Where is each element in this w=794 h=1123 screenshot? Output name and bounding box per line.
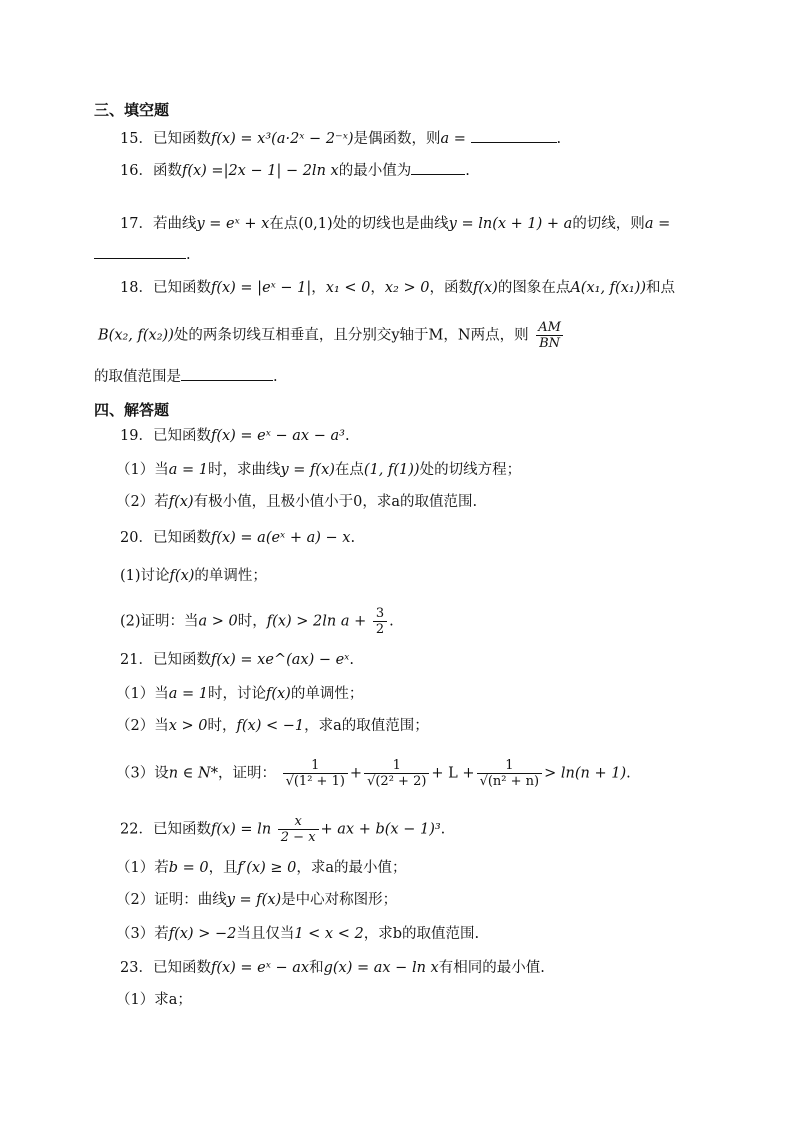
q22-p1-c: ，且 xyxy=(208,860,238,876)
q21-p3-f: . xyxy=(626,765,631,782)
q20-period: . xyxy=(350,530,356,546)
q18-comma-2: ， xyxy=(370,280,385,296)
q20-p2-d: f(x) > 2ln a + xyxy=(266,613,367,630)
q18-formula: f(x) = |eˣ − 1| xyxy=(210,280,312,296)
question-16 xyxy=(120,160,470,181)
q19-p1-b: a = 1 xyxy=(168,462,208,478)
q21-text-a: 21．已知函数 xyxy=(120,652,211,668)
q18-x1: x₁ < 0 xyxy=(325,280,371,296)
q18-text-m: 处的两条切线互相垂直，且分别交y轴于M，N两点，则 xyxy=(173,327,529,344)
q18-x2: x₂ > 0 xyxy=(384,280,430,296)
q16-formula: f(x) =|2x − 1| − 2ln x xyxy=(181,163,339,179)
q18-frac-num: AM xyxy=(538,320,561,335)
q17-text-c: 在点 xyxy=(269,216,299,232)
q21-p3-a: （3）设 xyxy=(116,765,169,782)
q21-f2-num: 1 xyxy=(392,758,401,773)
q19-p1-a: （1）当 xyxy=(116,462,169,478)
q15-period: . xyxy=(556,131,562,147)
q23-formula-g: g(x) = ax − ln x xyxy=(323,960,439,976)
q19-p1-c: 时，求曲线 xyxy=(207,462,281,478)
q15-text-c: 是偶函数，则 xyxy=(353,131,441,147)
q20-formula: f(x) = a(eˣ + a) − x xyxy=(210,530,351,546)
question-18-cont2 xyxy=(94,366,278,387)
question-22-part-2 xyxy=(116,890,397,910)
q21-frac-2 xyxy=(364,758,429,789)
q23-text-e: 有相同的最小值. xyxy=(438,960,545,976)
q16-text-a: 16．函数 xyxy=(120,163,182,179)
q21-frac-1 xyxy=(283,758,348,789)
q21-p3-b: n ∈ N* xyxy=(168,765,218,782)
q19-period: . xyxy=(344,428,350,444)
question-21-part-3 xyxy=(116,758,631,789)
question-23-part-1 xyxy=(116,990,192,1010)
q21-p2-d: f(x) < −1 xyxy=(236,718,305,734)
q18-point-b: B(x₂, f(x₂)) xyxy=(98,327,174,344)
q21-p3-c: ，证明： xyxy=(217,765,276,782)
question-15 xyxy=(120,128,561,149)
q15-formula: f(x) = x³(a·2ˣ − 2⁻ˣ) xyxy=(210,131,354,147)
q22-p3-c: 当且仅当 xyxy=(236,926,295,942)
q18-frac-den: BN xyxy=(536,335,563,351)
question-22-part-3 xyxy=(116,924,479,944)
q22-text-a: 22．已知函数 xyxy=(120,821,211,838)
q15-text-a: 15．已知函数 xyxy=(120,131,211,147)
q17-text-a: 17．若曲线 xyxy=(120,216,197,232)
q17-curve-2: y = ln(x + 1) + a xyxy=(448,216,573,232)
q17-answer-blank[interactable] xyxy=(94,244,186,259)
q21-plus: + xyxy=(349,765,363,782)
section-heading-fill-in: 三、填空题 xyxy=(94,101,170,119)
q21-dots: + L + xyxy=(431,765,475,782)
q22-p2-b: y = f(x) xyxy=(226,892,282,908)
q22-p1-e: ，求a的最小值； xyxy=(296,860,407,876)
q18-comma-1: ， xyxy=(311,280,326,296)
question-18-cont xyxy=(98,320,566,351)
question-20-part-2 xyxy=(120,606,394,637)
q22-period: . xyxy=(440,821,446,838)
q18-point-a: A(x₁, f(x₁)) xyxy=(570,280,646,296)
q21-p3-e: > ln(n + 1) xyxy=(544,765,627,782)
question-17 xyxy=(120,214,670,234)
q22-ln: f(x) = ln xyxy=(210,821,272,838)
q18-text-g: ，函数 xyxy=(429,280,473,296)
q20-p2-b: a > 0 xyxy=(198,613,238,630)
question-21-part-1 xyxy=(116,684,363,704)
question-19-part-1 xyxy=(116,460,521,480)
q21-p1-d: f(x) xyxy=(265,686,291,702)
q16-period: . xyxy=(465,163,470,179)
q19-p2-a: （2）若 xyxy=(116,494,169,510)
question-23 xyxy=(120,958,545,978)
q20-frac-num: 3 xyxy=(375,606,385,621)
q21-p2-c: 时， xyxy=(207,718,237,734)
q15-var: a = xyxy=(440,131,466,147)
q17-point: (0,1) xyxy=(298,216,333,232)
q20-fraction xyxy=(373,606,387,637)
q21-p2-a: （2）当 xyxy=(116,718,169,734)
q22-p3-b: f(x) > −2 xyxy=(168,926,237,942)
question-21-part-2 xyxy=(116,716,429,736)
question-19 xyxy=(120,426,350,446)
q17-text-e: 处的切线也是曲线 xyxy=(332,216,449,232)
q17-var: a = xyxy=(644,216,671,232)
q22-p1-a: （1）若 xyxy=(116,860,169,876)
q21-p2-b: x > 0 xyxy=(168,718,208,734)
q21-p1-a: （1）当 xyxy=(116,686,169,702)
q16-text-c: 的最小值为 xyxy=(338,163,412,179)
q20-p1-c: 的单调性； xyxy=(194,568,267,584)
q23-formula-f: f(x) = eˣ − ax xyxy=(210,960,310,976)
q22-p3-e: ，求b的取值范围. xyxy=(363,926,480,942)
q17-period: . xyxy=(186,247,191,263)
q18-fraction xyxy=(535,320,564,351)
q18-text-k: 和点 xyxy=(646,280,675,296)
q22-p2-c: 是中心对称图形； xyxy=(281,892,398,908)
section-heading-answer: 四、解答题 xyxy=(94,401,170,419)
q21-p1-c: 时，讨论 xyxy=(207,686,266,702)
q22-frac-num: x xyxy=(294,814,302,829)
q18-text-i: 的图象在点 xyxy=(497,280,571,296)
q21-f1-num: 1 xyxy=(311,758,320,773)
q22-fraction xyxy=(278,814,319,845)
q22-p3-d: 1 < x < 2 xyxy=(294,926,364,942)
q19-p2-c: 有极小值，且极小值小于0，求a的取值范围. xyxy=(193,494,478,510)
q19-formula: f(x) = eˣ − ax − a³ xyxy=(210,428,345,444)
q17-curve-1: y = eˣ + x xyxy=(196,216,270,232)
question-20-part-1 xyxy=(120,566,267,586)
q21-formula: f(x) = xe^(ax) − eˣ xyxy=(210,652,350,668)
q22-frac-den: 2 − x xyxy=(278,829,319,845)
q19-p1-d: y = f(x) xyxy=(280,462,335,478)
question-20 xyxy=(120,528,355,548)
question-21 xyxy=(120,650,354,670)
q22-p1-b: b = 0 xyxy=(168,860,209,876)
q20-text-a: 20．已知函数 xyxy=(120,530,211,546)
q15-answer-blank[interactable] xyxy=(471,128,557,143)
q23-text-a: 23．已知函数 xyxy=(120,960,211,976)
q21-f3-den: √(n² + n) xyxy=(477,773,543,789)
q23-text-c: 和 xyxy=(309,960,324,976)
q20-p1-a: (1)讨论 xyxy=(120,568,170,584)
q19-text-a: 19．已知函数 xyxy=(120,428,211,444)
q19-p2-b: f(x) xyxy=(168,494,194,510)
q19-p1-f: (1, f(1)) xyxy=(363,462,420,478)
question-22 xyxy=(120,814,445,845)
q21-p1-b: a = 1 xyxy=(168,686,208,702)
q21-p2-e: ，求a的取值范围； xyxy=(304,718,429,734)
q20-frac-den: 2 xyxy=(373,621,387,637)
q18-text-a: 18．已知函数 xyxy=(120,280,211,296)
q21-frac-3 xyxy=(477,758,543,789)
q21-p1-e: 的单调性； xyxy=(290,686,364,702)
question-17-cont xyxy=(94,244,191,265)
q18-text-n: 的取值范围是 xyxy=(94,369,181,385)
q18-fx: f(x) xyxy=(472,280,498,296)
q16-answer-blank[interactable] xyxy=(411,160,465,175)
q22-p2-a: （2）证明：曲线 xyxy=(116,892,227,908)
question-19-part-2 xyxy=(116,492,477,512)
q21-period: . xyxy=(349,652,354,668)
question-22-part-1 xyxy=(116,858,407,878)
q20-p2-a: (2)证明：当 xyxy=(120,613,199,630)
q18-period: . xyxy=(273,369,278,385)
question-18 xyxy=(120,278,675,298)
q18-answer-blank[interactable] xyxy=(181,366,273,381)
q20-p1-b: f(x) xyxy=(169,568,195,584)
q22-formula-rest: + ax + b(x − 1)³ xyxy=(320,821,441,838)
q20-p2-e: . xyxy=(389,613,394,630)
q22-p1-d: f′(x) ≥ 0 xyxy=(237,860,297,876)
q22-p3-a: （3）若 xyxy=(116,926,169,942)
q21-f2-den: √(2² + 2) xyxy=(364,773,429,789)
q17-text-g: 的切线，则 xyxy=(572,216,645,232)
q19-p1-e: 在点 xyxy=(334,462,364,478)
q21-f1-den: √(1² + 1) xyxy=(283,773,348,789)
q20-p2-c: 时， xyxy=(237,613,267,630)
q23-p1: （1）求a； xyxy=(116,992,192,1008)
q21-f3-num: 1 xyxy=(505,758,514,773)
q19-p1-g: 处的切线方程； xyxy=(419,462,522,478)
